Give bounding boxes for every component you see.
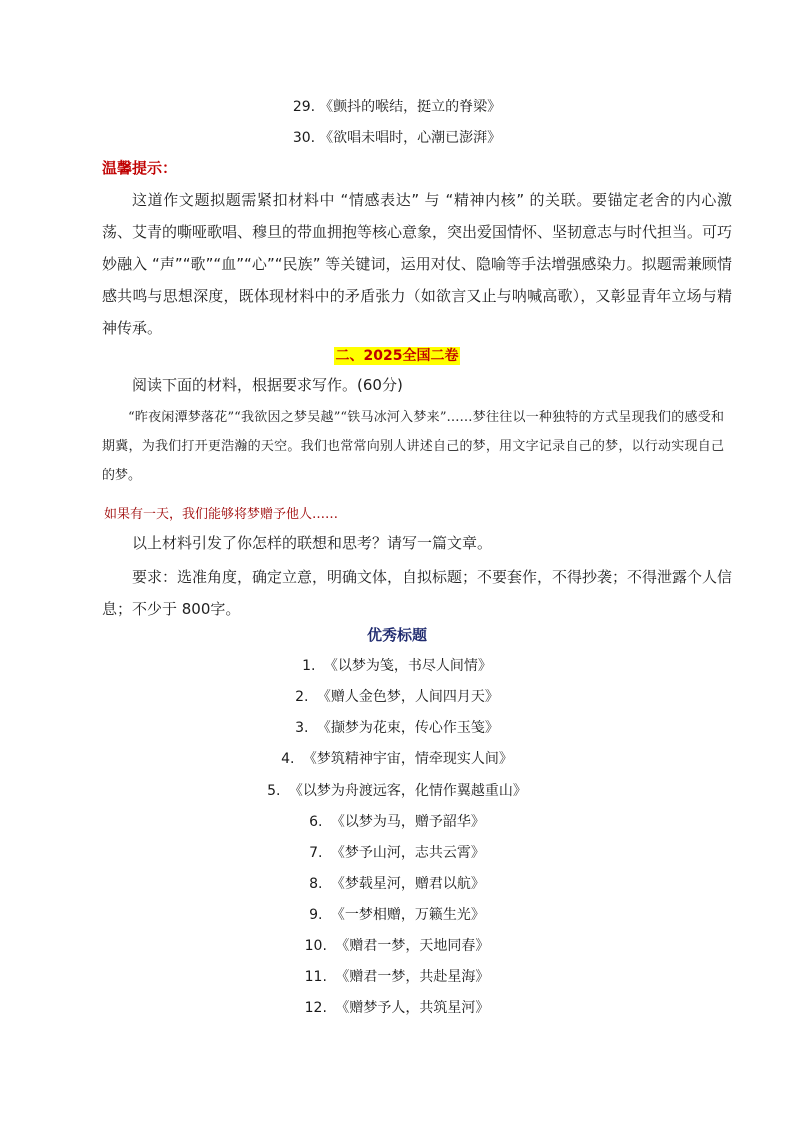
excellent-title-item <box>0 687 794 707</box>
title-number: 12. <box>304 1000 327 1016</box>
excellent-title-item <box>0 998 794 1018</box>
title-number: 1. <box>302 658 316 674</box>
title-number: 5. <box>267 783 281 799</box>
title-text: 《梦予山河，志共云霄》 <box>330 845 485 861</box>
title-text: 《以梦为笺，书尽人间情》 <box>323 658 492 674</box>
excellent-title-item <box>0 812 794 832</box>
title-text: 《赠君一梦，共赴星海》 <box>335 969 490 985</box>
title-text: 《梦筑精神宇宙，情牵现实人间》 <box>302 751 513 767</box>
title-text: 《以梦为舟渡远客，化情作翼越重山》 <box>288 783 527 799</box>
title-number: 3. <box>295 720 309 736</box>
title-text: 《赠梦予人，共筑星河》 <box>335 1000 490 1016</box>
excellent-title-item <box>0 905 794 925</box>
title-number: 6. <box>309 814 323 830</box>
excellent-title-item <box>0 874 794 894</box>
excellent-title-item <box>0 718 794 738</box>
title-number: 11. <box>304 969 327 985</box>
title-text: 《欲唱未唱时，心潮已澎湃》 <box>319 130 502 146</box>
tip-label: 温馨提示： <box>102 159 178 177</box>
material-paragraph: “昨夜闲潭梦落花”“我欲因之梦吴越”“铁马冰河入梦来”……梦往往以一种独特的方式呈现我们的感受和期冀，为我们打开更浩瀚的天空。我们也常常向别人讲述自己的梦，用文字记录自己的梦，以行动实现自己的梦。 <box>102 410 724 483</box>
title-text: 《颤抖的喉结，挺立的脊梁》 <box>319 99 502 115</box>
question-text: 以上材料引发了你怎样的联想和思考？请写一篇文章。 <box>132 534 493 552</box>
title-number: 8. <box>309 876 323 892</box>
section-title <box>0 346 794 366</box>
excellent-title-item <box>0 656 794 676</box>
material-red-line: 如果有一天，我们能够将梦赠予他人…… <box>104 507 339 522</box>
title-number: 10. <box>304 938 327 954</box>
excellent-title-item <box>0 936 794 956</box>
title-text: 《以梦为马，赠予韶华》 <box>330 814 485 830</box>
excellent-titles-heading: 优秀标题 <box>366 626 427 644</box>
title-text: 《撷梦为花束，传心作玉笺》 <box>316 720 499 736</box>
title-text: 《梦载星河，赠君以航》 <box>330 876 485 892</box>
title-text: 《赠人金色梦，人间四月天》 <box>316 689 499 705</box>
requirements-text: 要求：选准角度，确定立意，明确文体，自拟标题；不要套作，不得抄袭；不得泄露个人信息；不少于 800字。 <box>102 568 733 618</box>
title-number: 29. <box>292 99 316 115</box>
title-item-29 <box>0 97 794 117</box>
excellent-title-item <box>0 843 794 863</box>
tip-paragraph: 这道作文题拟题需紧扣材料中 “情感表达” 与 “精神内核” 的关联。要锚定老舍的内心激荡、艾青的嘶哑歌唱、穆旦的带血拥抱等核心意象，突出爱国情怀、坚韧意志与时代担当。可巧妙融入 “声”“歌”“血”“心”“民族” 等关键词，运用对仗、隐喻等手法增强感染力。拟题需兼顾情感共鸣与思想深度，既体现材料中的矛盾张力（如欲言又止与呐喊高歌），又彰显青年立场与精神传承。 <box>102 191 733 337</box>
title-number: 7. <box>309 845 323 861</box>
title-text: 《一梦相赠，万籁生光》 <box>330 907 485 923</box>
title-number: 30. <box>292 130 316 146</box>
excellent-title-item <box>0 781 794 801</box>
title-item-30 <box>0 128 794 148</box>
title-number: 2. <box>295 689 309 705</box>
section-prompt: 阅读下面的材料，根据要求写作。(60分) <box>132 376 403 394</box>
title-number: 4. <box>281 751 295 767</box>
section-title-highlight: 二、2025全国二卷 <box>335 348 459 364</box>
title-text: 《赠君一梦，天地同春》 <box>335 938 490 954</box>
excellent-title-item <box>0 749 794 769</box>
excellent-title-item <box>0 967 794 987</box>
title-number: 9. <box>309 907 323 923</box>
